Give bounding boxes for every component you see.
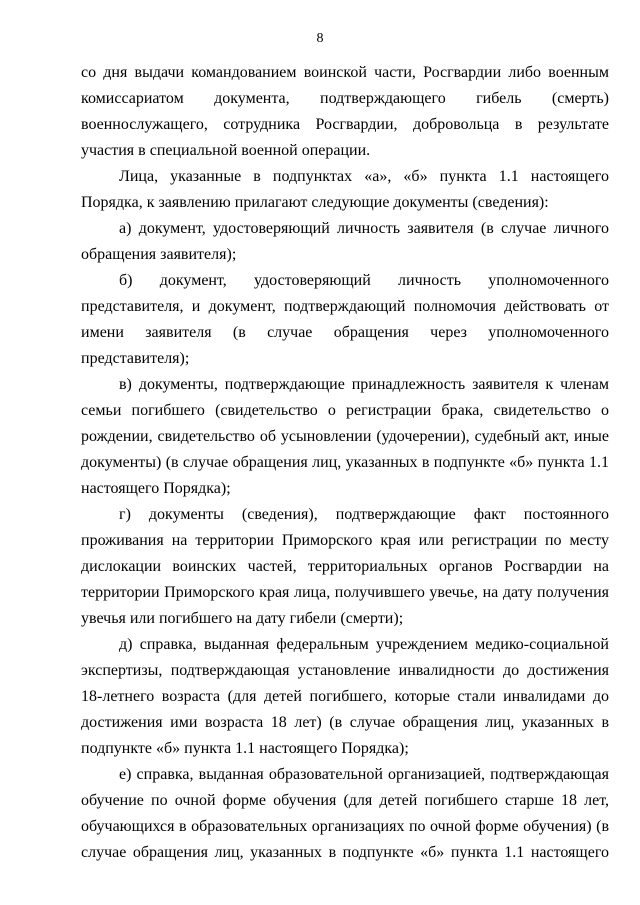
list-item-a: а) документ, удостоверяющий личность заявителя (в случае личного обращения заявителя);: [81, 220, 609, 263]
list-item-b: б) документ, удостоверяющий личность уполномоченного представителя, и документ, подтверждающий полномочия действовать от имени заявителя (в случае обращения через уполномоченного представителя);: [81, 272, 609, 367]
page-number: 8: [316, 31, 324, 46]
list-item-d: д) справка, выданная федеральным учреждением медико-социальной экспертизы, подтверждающая установление инвалидности до достижения 18-летнего возраста (для детей погибшего, которые стали инвалидами до достижения ими возраста 18 лет) (в случае обращения лиц, указанных в подпункте «б» пункта 1.1 настоящего Порядка);: [81, 636, 609, 757]
list-item-g: г) документы (сведения), подтверждающие факт постоянного проживания на территории Приморского края или регистрации по месту дислокации воинских частей, территориальных органов Росгвардии на территории Приморского края лица, получившего увечье, на дату получения увечья или погибшего на дату гибели (смерти);: [81, 506, 609, 627]
paragraph-documents-intro: Лица, указанные в подпунктах «а», «б» пункта 1.1 настоящего Порядка, к заявлению прилагают следующие документы (сведения):: [81, 168, 609, 211]
list-item-e: е) справка, выданная образовательной организацией, подтверждающая обучение по очной форме обучения (для детей погибшего старше 18 лет, обучающихся в образовательных организациях по очной форме обучения) (в случае обращения лиц, указанных в подпункте «б» пункта 1.1 настоящего: [81, 766, 609, 861]
paragraph-continuation: со дня выдачи командованием воинской части, Росгвардии либо военным комиссариатом документа, подтверждающего гибель (смерть) военнослужащего, сотрудника Росгвардии, добровольца в результате участия в специальной военной операции.: [81, 64, 609, 159]
list-item-v: в) документы, подтверждающие принадлежность заявителя к членам семьи погибшего (свидетельство о регистрации брака, свидетельство о рождении, свидетельство об усыновлении (удочерении), судебный акт, иные документы) (в случае обращения лиц, указанных в подпункте «б» пункта 1.1 настоящего Порядка);: [81, 376, 609, 497]
document-body: [81, 60, 609, 866]
